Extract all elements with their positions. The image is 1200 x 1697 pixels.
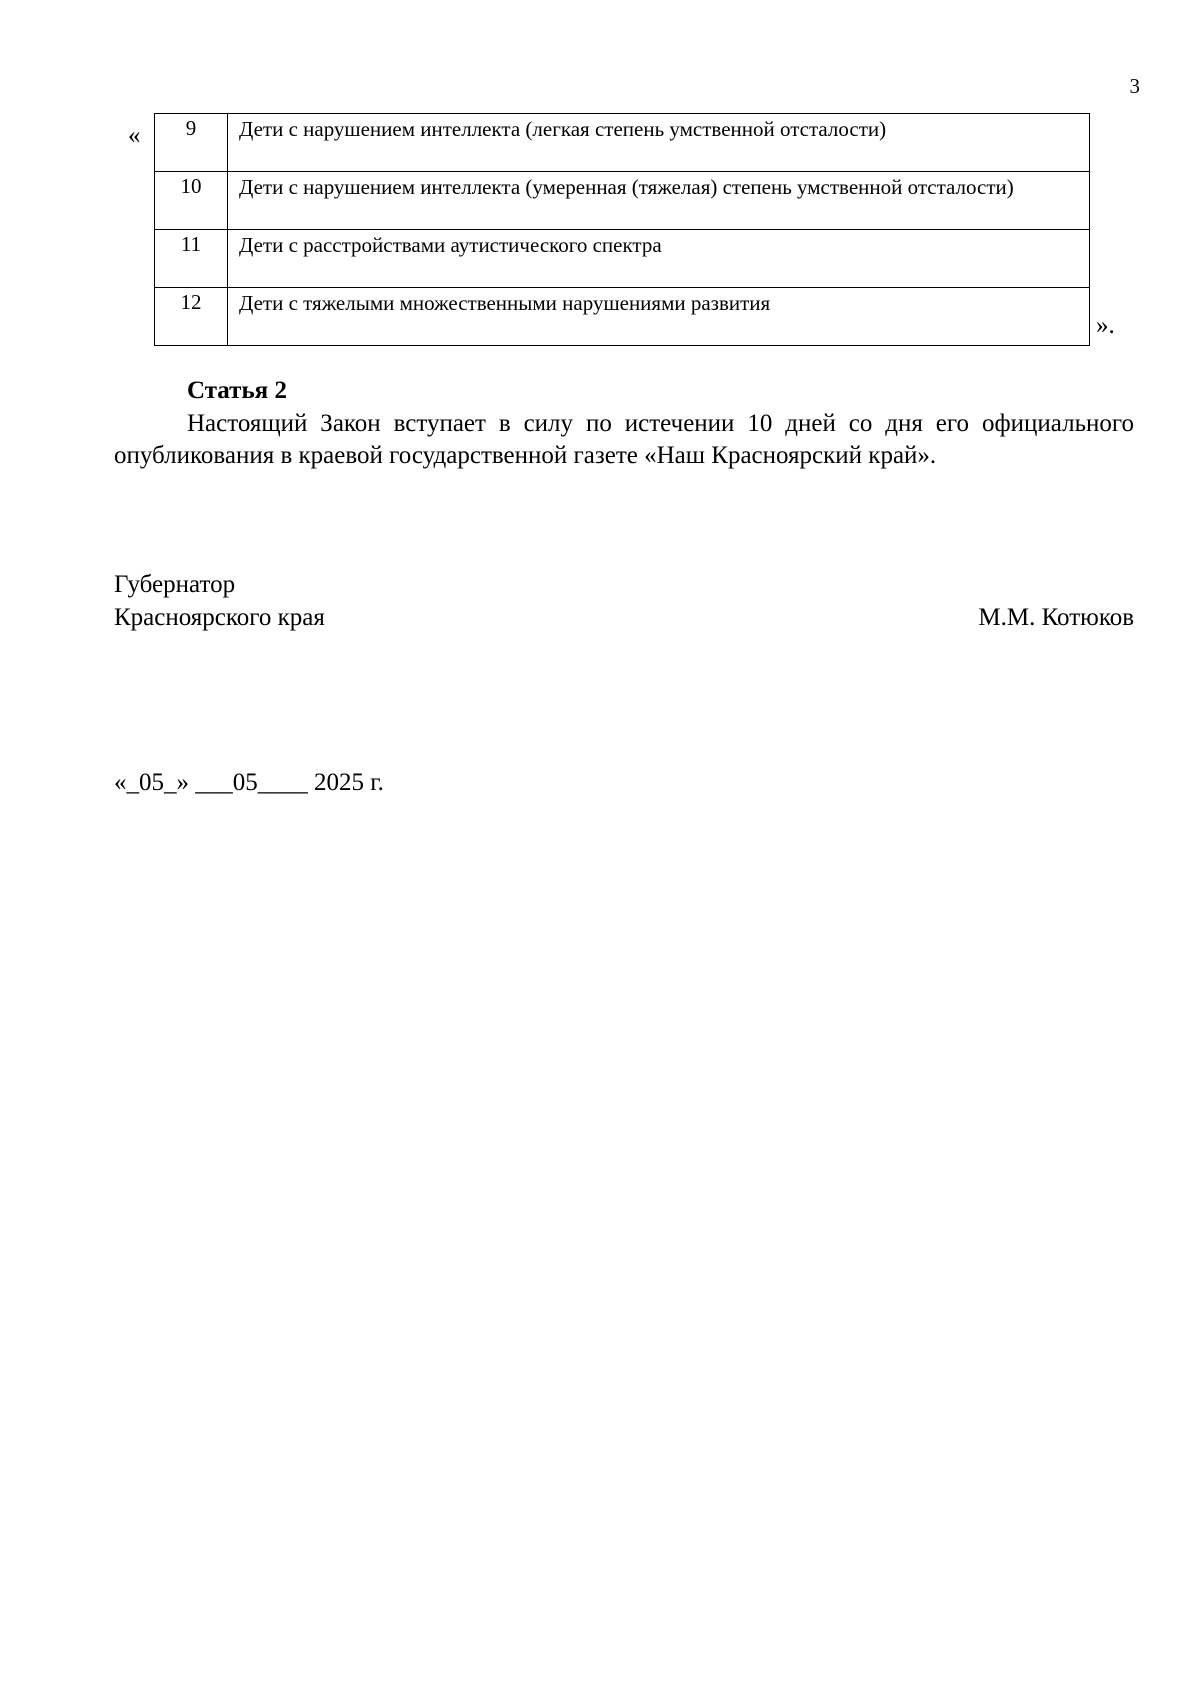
table-row: [155, 114, 1090, 172]
row-description: Дети с нарушением интеллекта (легкая степень умственной отсталости): [228, 114, 1090, 172]
page-number: 3: [1129, 74, 1140, 98]
row-number: 12: [155, 288, 228, 346]
categories-table: [154, 113, 1090, 346]
row-description: Дети с тяжелыми множественными нарушениями развития: [228, 288, 1090, 346]
row-description: Дети с нарушением интеллекта (умеренная (тяжелая) степень умственной отсталости): [228, 172, 1090, 230]
row-number: 11: [155, 230, 228, 288]
table-row: [155, 172, 1090, 230]
signatory-name: М.М. Котюков: [978, 604, 1134, 631]
signatory-title-line2: Красноярского края: [114, 604, 325, 631]
signatory-title-line1: Губернатор: [114, 571, 236, 598]
opening-quote: «: [128, 122, 141, 149]
closing-quote: ».: [1096, 312, 1115, 339]
table-row: [155, 230, 1090, 288]
row-number: 10: [155, 172, 228, 230]
row-number: 9: [155, 114, 228, 172]
signing-date: «_05_» ___05____ 2025 г.: [114, 769, 384, 796]
table-row: [155, 288, 1090, 346]
row-description: Дети с расстройствами аутистического спектра: [228, 230, 1090, 288]
article-heading: Статья 2: [187, 377, 287, 404]
article-body: Настоящий Закон вступает в силу по истечении 10 дней со дня его официального опубликования в краевой государственной газете «Наш Красноярский край».: [114, 410, 1134, 469]
